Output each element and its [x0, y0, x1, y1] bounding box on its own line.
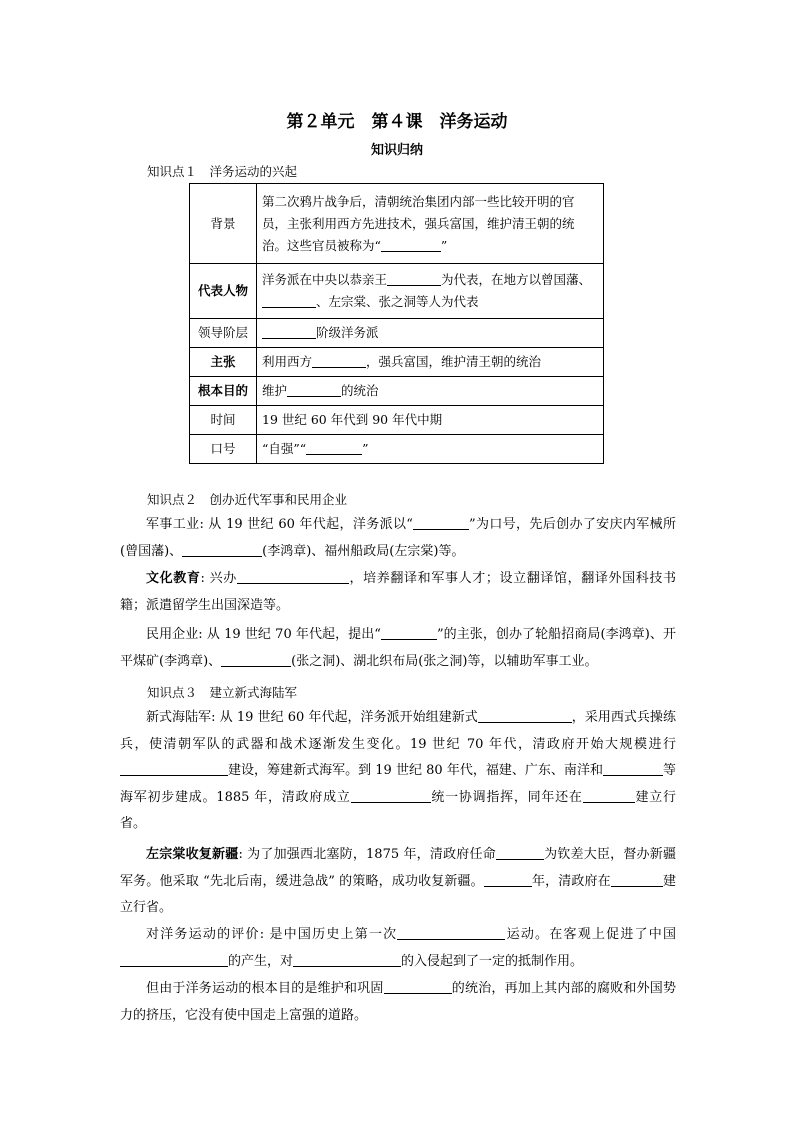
fill-blank[interactable]: [397, 925, 505, 940]
fill-blank[interactable]: [496, 845, 544, 860]
fill-blank[interactable]: [120, 761, 228, 776]
row-value: “自强”“ ”: [257, 435, 604, 464]
table-row: [190, 406, 604, 435]
paragraph-label: 左宗棠收复新疆: [146, 847, 239, 862]
row-value: 19 世纪 60 年代到 90 年代中期: [257, 406, 604, 435]
fill-blank[interactable]: [603, 761, 663, 776]
fill-blank[interactable]: [262, 324, 316, 339]
fill-blank[interactable]: [384, 979, 452, 994]
row-key: 代表人物: [190, 264, 257, 319]
fill-blank[interactable]: [413, 515, 469, 530]
fill-blank[interactable]: [293, 952, 401, 967]
row-value: 维护 的统治: [257, 377, 604, 406]
row-value: 阶级洋务派: [257, 319, 604, 348]
table-row: [190, 264, 604, 319]
fill-blank[interactable]: [306, 440, 362, 455]
knowledge-point-1-heading: 知识点１ 洋务运动的兴起: [147, 164, 298, 179]
fill-blank[interactable]: [182, 542, 262, 557]
fill-blank[interactable]: [484, 872, 532, 887]
fill-blank[interactable]: [120, 952, 228, 967]
paragraph-label: 新式海陆军: [146, 710, 212, 725]
paragraph-new-army: 新式海陆军: 从 19 世纪 60 年代起，洋务派开始组建新式 ，采用西式兵操练兵，使清朝军队的武器和战术逐渐发生变化。19 世纪 70 年代，清政府开始大规模进行建设，筹建新式海军。到 19 世纪 80 年代，福建、广东、南洋和 等海军初步建成。1885 年，清政府成立 统一协调指挥，同年还在 建立行省。: [120, 710, 676, 831]
fill-blank[interactable]: [351, 788, 431, 803]
paragraph-civil-enterprise: 民用企业: 从 19 世纪 70 年代起，提出“ ”的主张，创办了轮船招商局(李鸿章)、开平煤矿(李鸿章)、 (张之洞)、湖北织布局(张之洞)等，以辅助军事工业。: [120, 627, 676, 669]
knowledge-point-2-heading: 知识点２ 创办近代军事和民用企业: [147, 492, 348, 507]
fill-blank[interactable]: [237, 569, 349, 584]
row-key: 根本目的: [190, 377, 257, 406]
knowledge-point-3-heading: 知识点３ 建立新式海陆军: [147, 685, 298, 700]
row-value: 利用西方 ，强兵富国，维护清王朝的统治: [257, 348, 604, 377]
knowledge-table: [189, 183, 604, 464]
page-title: 第２单元 第４课 洋务运动: [286, 112, 508, 132]
paragraph-label: 军事工业: [146, 517, 200, 532]
fill-blank[interactable]: [287, 382, 341, 397]
fill-blank[interactable]: [611, 872, 663, 887]
paragraph-conclusion: 但由于洋务运动的根本目的是维护和巩固 的统治，再加上其内部的腐败和外国势力的挤压，它没有使中国走上富强的道路。: [120, 981, 676, 1023]
table-row: [190, 435, 604, 464]
row-value: 洋务派在中央以恭亲王 为代表，在地方以曾国藩、、左宗棠、张之洞等人为代表: [257, 264, 604, 319]
fill-blank[interactable]: [262, 293, 316, 308]
fill-blank[interactable]: [478, 708, 572, 723]
fill-blank[interactable]: [387, 271, 441, 286]
fill-blank[interactable]: [583, 788, 635, 803]
fill-blank[interactable]: [221, 652, 291, 667]
row-key: 时间: [190, 406, 257, 435]
paragraph-label: 对洋务运动的评价: [146, 927, 260, 942]
row-key: 领导阶层: [190, 319, 257, 348]
row-key: 背景: [190, 184, 257, 264]
section-subtitle: 知识归纳: [370, 143, 423, 158]
row-key: 口号: [190, 435, 257, 464]
paragraph-evaluation: 对洋务运动的评价: 是中国历史上第一次 运动。在客观上促进了中国的产生，对 的入侵起到了一定的抵制作用。: [120, 922, 676, 975]
table-row: [190, 377, 604, 406]
fill-blank[interactable]: [381, 625, 437, 640]
table-row: [190, 184, 604, 264]
table-row: [190, 348, 604, 377]
paragraph-label: 文化教育: [146, 571, 201, 586]
paragraph-military-industry: 军事工业: 从 19 世纪 60 年代起，洋务派以“ ”为口号，先后创办了安庆内军械所(曾国藩)、 (李鸿章)、福州船政局(左宗棠)等。: [120, 517, 676, 559]
row-key: 主张: [190, 348, 257, 377]
paragraph-xinjiang: 左宗棠收复新疆: 为了加强西北塞防，1875 年，清政府任命 为钦差大臣，督办新疆军务。他采取 “先北后南，缓进急战” 的策略，成功收复新疆。 年，清政府在 建立行省。: [120, 847, 676, 915]
paragraph-culture-education: 文化教育: 兴办 ，培养翻译和军事人才；设立翻译馆，翻译外国科技书籍；派遣留学生出国深造等。: [120, 571, 676, 613]
row-value: 第二次鸦片战争后，清朝统治集团内部一些比较开明的官员，主张利用西方先进技术，强兵富国，维护清王朝的统治。这些官员被称为“ ”: [257, 184, 604, 264]
fill-blank[interactable]: [381, 237, 441, 252]
paragraph-label: 民用企业: [146, 627, 199, 642]
table-row: [190, 319, 604, 348]
fill-blank[interactable]: [312, 353, 366, 368]
